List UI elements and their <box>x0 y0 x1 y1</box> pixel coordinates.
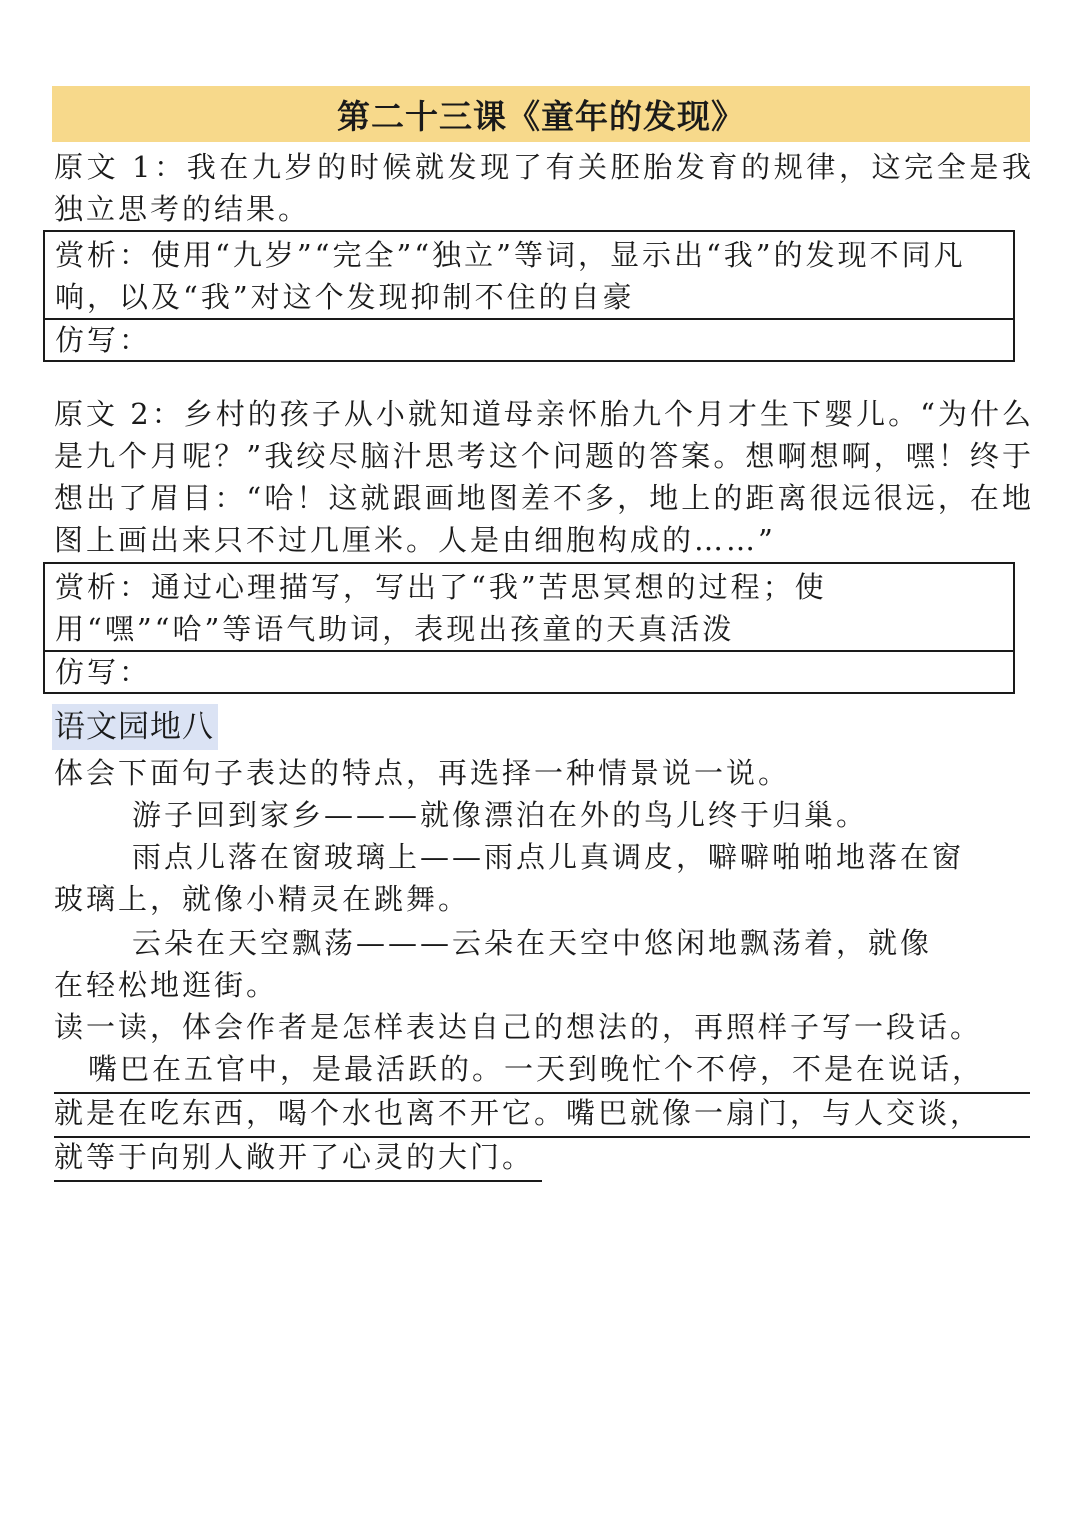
original-text-1: 原文 1：我在九岁的时候就发现了有关胚胎发育的规律，这完全是我独立思考的结果。 <box>54 150 1034 226</box>
imitate-field-1[interactable]: 仿写： <box>55 323 152 357</box>
answer-line-1: 嘴巴在五官中，是最活跃的。一天到晚忙个不停，不是在说话， <box>54 1048 1030 1094</box>
analysis-box-1 <box>43 230 1015 362</box>
example-sentence-3-line2: 在轻松地逛街。 <box>54 968 279 1002</box>
task-instruction-2: 读一读，体会作者是怎样表达自己的想法的，再照样子写一段话。 <box>54 1010 983 1044</box>
example-sentence-3-line1: 云朵在天空飘荡———云朵在天空中悠闲地飘荡着，就像 <box>132 926 933 960</box>
example-sentence-2-line2: 玻璃上，就像小精灵在跳舞。 <box>54 882 471 916</box>
example-sentence-2-line1: 雨点儿落在窗玻璃上——雨点儿真调皮，噼噼啪啪地落在窗 <box>132 840 965 874</box>
analysis-box-2 <box>43 562 1015 694</box>
answer-line-3: 就等于向别人敞开了心灵的大门。 <box>54 1136 542 1182</box>
analysis-text-2: 赏析：通过心理描写，写出了“我”苦思冥想的过程；使用“嘿”“哈”等语气助词，表现出孩童的天真活泼 <box>45 564 1013 652</box>
imitate-field-2[interactable]: 仿写： <box>55 655 152 689</box>
task-instruction-1: 体会下面句子表达的特点，再选择一种情景说一说。 <box>54 756 791 790</box>
example-sentence-1: 游子回到家乡———就像漂泊在外的鸟儿终于归巢。 <box>132 798 869 832</box>
lesson-title: 第二十三课《童年的发现》 <box>52 86 1030 142</box>
analysis-text-1: 赏析：使用“九岁”“完全”“独立”等词，显示出“我”的发现不同凡响，以及“我”对这个发现抑制不住的自豪 <box>45 232 1013 320</box>
answer-line-2: 就是在吃东西，喝个水也离不开它。嘴巴就像一扇门，与人交谈， <box>54 1092 1030 1138</box>
section-heading: 语文园地八 <box>52 704 218 750</box>
original-text-2: 原文 2：乡村的孩子从小就知道母亲怀胎九个月才生下婴儿。“为什么是九个月呢？”我绞尽脑汁思考这个问题的答案。想啊想啊，嘿！终于想出了眉目：“哈！这就跟画地图差不多，地上的距离很远很远，在地图上画出来只不过几厘米。人是由细胞构成的……” <box>54 397 1034 557</box>
